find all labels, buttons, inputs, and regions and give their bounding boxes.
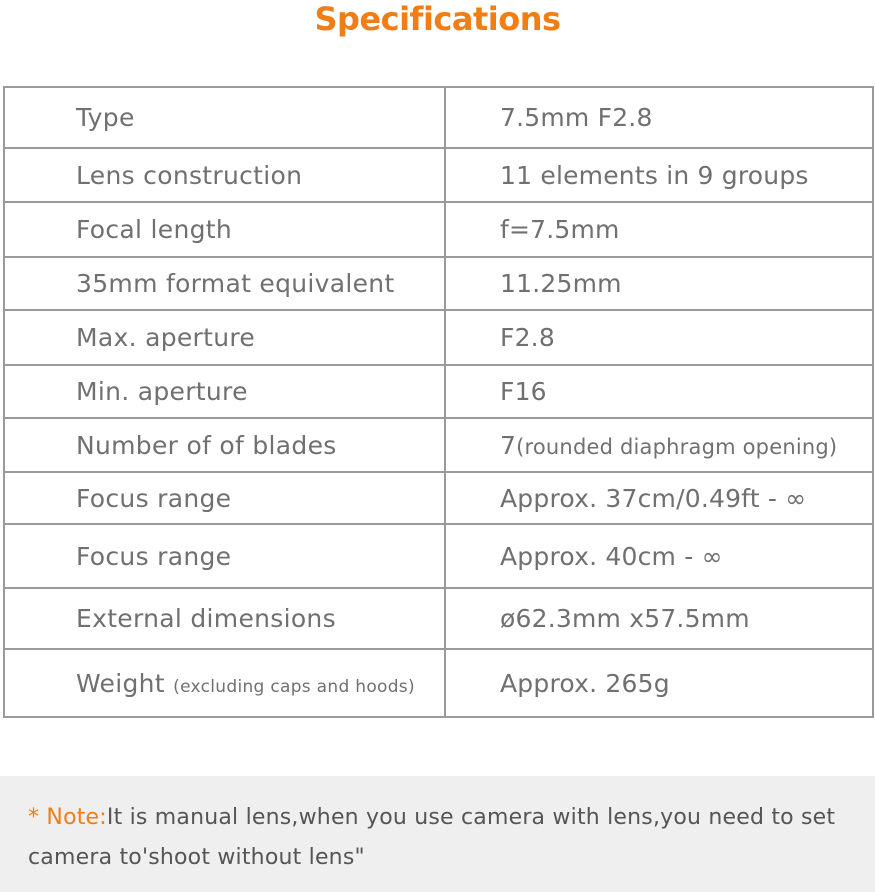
- spec-label: [4, 649, 445, 717]
- spec-value: Approx. 265g: [445, 649, 873, 717]
- spec-value: 7.5mm F2.8: [445, 87, 873, 148]
- note-box: [0, 776, 875, 892]
- table-row: [4, 472, 873, 524]
- table-row: [4, 202, 873, 257]
- spec-label: Max. aperture: [4, 310, 445, 365]
- table-row: [4, 524, 873, 588]
- spec-value: 11 elements in 9 groups: [445, 148, 873, 202]
- spec-value: Approx. 37cm/0.49ft - ∞: [445, 472, 873, 524]
- table-row: [4, 365, 873, 418]
- spec-value: F2.8: [445, 310, 873, 365]
- spec-label: Number of of blades: [4, 418, 445, 472]
- spec-label: Type: [4, 87, 445, 148]
- table-row: [4, 588, 873, 649]
- spec-label-note: (excluding caps and hoods): [173, 676, 415, 697]
- spec-value-main: 7: [500, 430, 517, 460]
- spec-label: Min. aperture: [4, 365, 445, 418]
- spec-label: Focal length: [4, 202, 445, 257]
- spec-value: f=7.5mm: [445, 202, 873, 257]
- table-row: [4, 310, 873, 365]
- spec-label: Focus range: [4, 472, 445, 524]
- spec-label: Lens construction: [4, 148, 445, 202]
- note-star: *: [28, 805, 40, 830]
- note-text: [28, 798, 848, 878]
- note-label: Note:: [46, 805, 107, 830]
- spec-value: F16: [445, 365, 873, 418]
- table-row: [4, 649, 873, 717]
- spec-value: Approx. 40cm - ∞: [445, 524, 873, 588]
- table-row: [4, 257, 873, 310]
- spec-value-note: (rounded diaphragm opening): [516, 434, 838, 459]
- table-row: [4, 418, 873, 472]
- spec-value: ø62.3mm x57.5mm: [445, 588, 873, 649]
- spec-label: 35mm format equivalent: [4, 257, 445, 310]
- spec-value: 11.25mm: [445, 257, 873, 310]
- table-row: [4, 87, 873, 148]
- spec-label: External dimensions: [4, 588, 445, 649]
- spec-label-main: Weight: [76, 668, 165, 698]
- table-row: [4, 148, 873, 202]
- spec-value: [445, 418, 873, 472]
- spec-label: Focus range: [4, 524, 445, 588]
- specifications-table: [3, 86, 874, 718]
- note-body: It is manual lens,when you use camera with lens,you need to set camera to'shoot without lens": [28, 805, 836, 870]
- page-title: Specifications: [314, 0, 561, 38]
